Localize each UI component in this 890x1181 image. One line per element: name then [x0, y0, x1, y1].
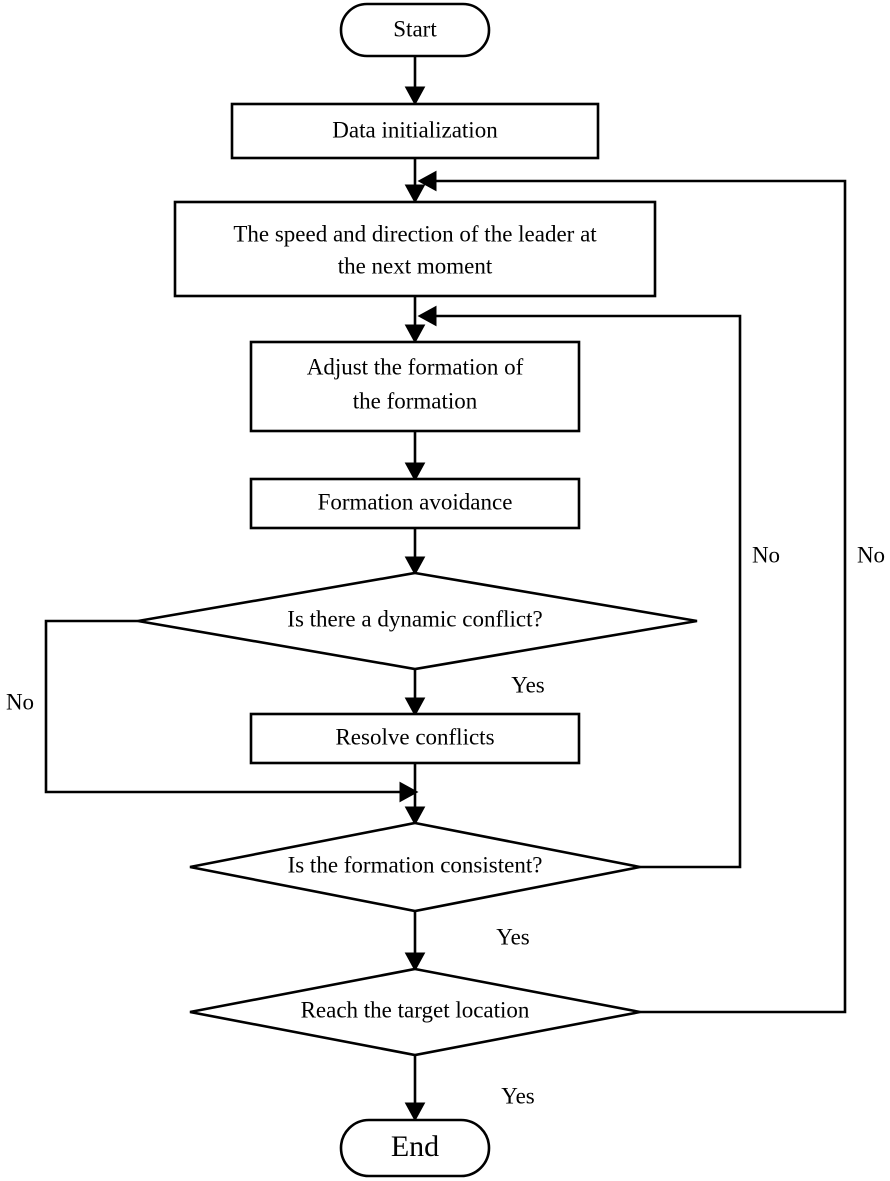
node-leader-speed-direction-label-line1: The speed and direction of the leader at — [233, 221, 597, 247]
node-adjust-formation-label-line2: the formation — [352, 388, 478, 414]
node-end-label: End — [390, 1129, 440, 1163]
node-formation-consistent-label: Is the formation consistent? — [287, 852, 543, 878]
edge-label-conflict-yes: Yes — [511, 672, 545, 698]
edge-label-conflict-no: No — [5, 689, 35, 715]
node-formation-avoidance-label: Formation avoidance — [317, 489, 513, 515]
node-leader-speed-direction-label-line2: the next moment — [337, 253, 493, 279]
node-data-initialization-label: Data initialization — [332, 117, 498, 143]
node-adjust-formation-label-line1: Adjust the formation of — [306, 354, 524, 380]
node-leader-speed-direction[interactable] — [175, 202, 655, 296]
edge-label-consistent-no: No — [751, 542, 781, 568]
node-reach-target-label: Reach the target location — [300, 997, 530, 1023]
node-resolve-conflicts-label: Resolve conflicts — [335, 724, 495, 750]
edge-label-target-yes: Yes — [501, 1083, 535, 1109]
edge-label-target-no: No — [856, 542, 886, 568]
node-dynamic-conflict-label: Is there a dynamic conflict? — [287, 606, 543, 632]
edge-label-consistent-yes: Yes — [496, 924, 530, 950]
node-start-label: Start — [393, 16, 437, 42]
